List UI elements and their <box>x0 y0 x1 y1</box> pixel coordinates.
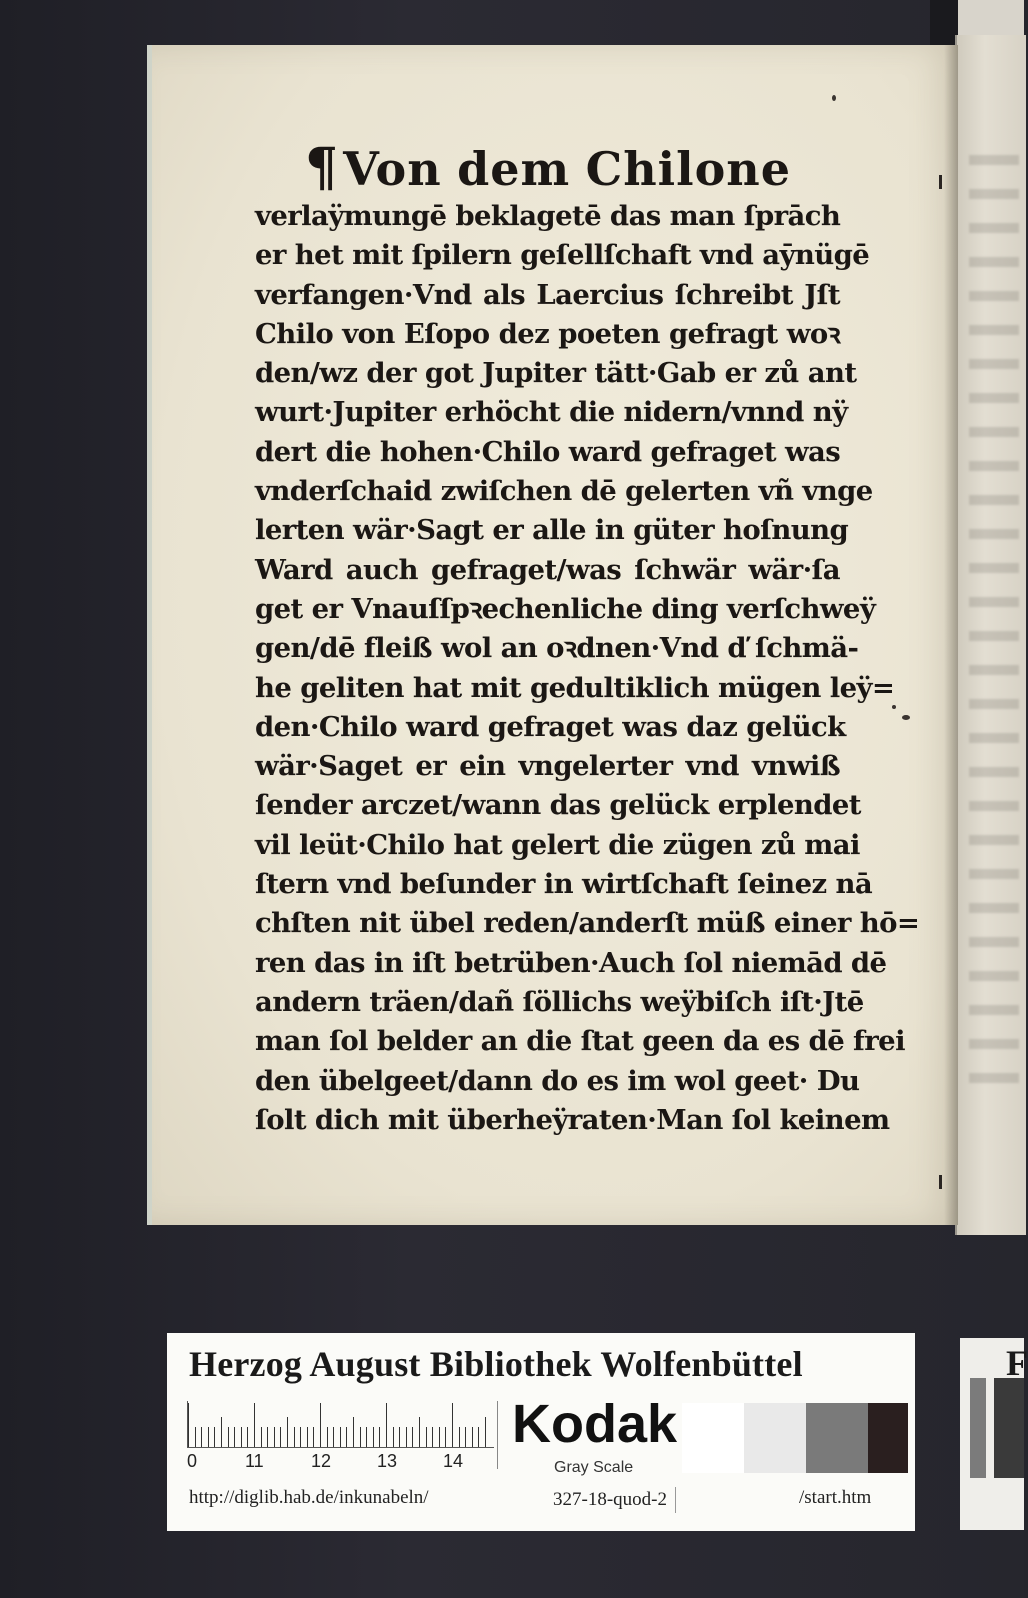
heading-word-2: dem <box>457 142 571 196</box>
ruler-tick <box>274 1427 275 1447</box>
start-page-path: /start.htm <box>799 1487 872 1508</box>
ruler-tick <box>472 1427 473 1447</box>
ruler-tick <box>366 1427 367 1447</box>
ruler-tick <box>214 1427 215 1447</box>
text-line: vil leüt·Chilo hat gelert die zügen zů mai <box>255 828 860 861</box>
ruler-tick <box>379 1427 380 1447</box>
ruler-tick <box>320 1403 321 1447</box>
dark-bar <box>994 1378 1024 1478</box>
ruler-tick <box>234 1427 235 1447</box>
chapter-heading <box>305 137 791 198</box>
text-line: Ward auch gefraget/was ſchwär wär·ſa <box>255 553 840 586</box>
ruler-tick <box>406 1427 407 1447</box>
ruler-tick <box>360 1427 361 1447</box>
text-line: vnderſchaid zwiſchen dē gelerten vñ vnge <box>255 475 873 508</box>
text-line: Chilo von Eſopo dez poeten gefragt woꝛ <box>255 317 840 350</box>
text-line: verfangen·Vnd als Laercius ſchreibt Jſt <box>255 278 840 311</box>
text-line: verlaÿmungē beklagetē das man ſprāch <box>255 200 841 232</box>
ruler-tick <box>247 1427 248 1447</box>
ruler-tick <box>419 1417 420 1447</box>
ruler-tick <box>452 1403 453 1447</box>
text-line: get er Vnauſſpꝛechenliche ding verſchweÿ <box>255 592 876 625</box>
ruler-label: 13 <box>377 1451 398 1471</box>
text-line: gen/dē fleiß wol an oꝛdnen·Vnd ď ſchmä- <box>255 632 859 665</box>
gray-swatch-1 <box>682 1403 744 1473</box>
ruler-label: 14 <box>443 1451 464 1471</box>
page-gutter <box>944 45 958 1225</box>
ruler-tick <box>254 1403 255 1447</box>
text-line: dert die hohen·Chilo ward gefraget was <box>255 435 841 468</box>
gray-bar <box>970 1378 986 1478</box>
ruler-tick <box>201 1427 202 1447</box>
ruler-tick <box>294 1427 295 1447</box>
text-line: den/wz der got Jupiter tätt·Gab er zů ant <box>255 357 857 390</box>
ruler-tick <box>465 1427 466 1447</box>
gray-swatch-3 <box>806 1403 868 1473</box>
ruler-tick <box>478 1427 479 1447</box>
ruler-tick <box>188 1403 189 1447</box>
ruler-tick <box>195 1427 196 1447</box>
gutter-mark <box>939 175 942 189</box>
body-text <box>255 197 920 1140</box>
ruler-label: 12 <box>311 1451 332 1471</box>
ruler-tick <box>221 1417 222 1447</box>
ruler-tick <box>439 1427 440 1447</box>
heading-word-3: Chilone <box>585 142 791 196</box>
text-line: man ſol belder an die ſtat geen da es dē frei <box>255 1025 905 1058</box>
adjacent-calibration-card <box>960 1338 1028 1530</box>
ruler-tick <box>346 1427 347 1447</box>
ruler-tick <box>386 1403 387 1447</box>
ink-speck <box>832 95 836 101</box>
heading-von: Von <box>343 142 442 196</box>
divider <box>497 1401 498 1469</box>
adjacent-page-text <box>969 155 1019 1095</box>
digital-library-url: http://diglib.hab.de/inkunabeln/ <box>189 1487 429 1508</box>
ruler-tick <box>353 1417 354 1447</box>
gutter-mark <box>939 1175 942 1189</box>
text-line: lerten wär·Sagt er alle in güter hoſnung <box>255 514 849 547</box>
text-line: ren das in iſt betrüben·Auch ſol niemād dē <box>255 946 887 979</box>
ruler-tick <box>459 1427 460 1447</box>
ruler-label: 0 <box>187 1451 198 1471</box>
shelfmark-id: 327-18-quod-2 <box>545 1487 676 1513</box>
text-line: wurt·Jupiter erhöcht die nidern/vnnd nÿ <box>255 396 848 429</box>
page-text <box>255 137 920 1140</box>
text-line: den·Chilo ward gefraget was daz gelück <box>255 710 846 743</box>
ruler-label: 11 <box>245 1451 264 1471</box>
ruler-tick <box>228 1427 229 1447</box>
kodak-logo: Kodak <box>512 1394 678 1454</box>
bookmark-tab <box>930 0 958 50</box>
text-line: andern träen/dañ ſöllichs weÿbiſch iſt·Jtē <box>255 985 864 1018</box>
gray-swatch-4 <box>868 1403 908 1473</box>
ruler <box>187 1401 494 1448</box>
adjacent-page <box>955 35 1026 1235</box>
text-line: ſolt dich mit überheÿraten·Man ſol keinem <box>255 1103 890 1136</box>
text-line: er het mit ſpilern geſellſchaft vnd aȳnügē <box>255 239 870 272</box>
ruler-tick <box>373 1427 374 1447</box>
ruler-tick <box>241 1427 242 1447</box>
text-line: wär·Saget er ein vngelerter vnd vnwiß <box>255 750 840 783</box>
gray-swatch-2 <box>744 1403 806 1473</box>
ruler-tick <box>426 1427 427 1447</box>
ink-speck <box>902 715 910 720</box>
gray-scale-label: Gray Scale <box>554 1459 634 1476</box>
ruler-tick <box>445 1427 446 1447</box>
text-line: den übelgeet/dann do es im wol geet· Du <box>255 1064 860 1097</box>
ruler-tick <box>412 1427 413 1447</box>
ruler-tick <box>300 1427 301 1447</box>
ruler-tick <box>327 1427 328 1447</box>
ruler-tick <box>261 1427 262 1447</box>
ruler-tick <box>267 1427 268 1447</box>
text-line: chſten nit übel reden/anderſt müß einer hō= <box>255 907 920 940</box>
ruler-tick <box>333 1427 334 1447</box>
card-initial: F <box>1006 1343 1028 1383</box>
ruler-tick <box>393 1427 394 1447</box>
ruler-tick <box>280 1427 281 1447</box>
ink-speck <box>892 705 896 709</box>
ruler-tick <box>208 1427 209 1447</box>
library-name: Herzog August Bibliothek Wolfenbüttel <box>189 1344 803 1384</box>
ruler-tick <box>399 1427 400 1447</box>
calibration-card <box>167 1333 915 1531</box>
ruler-tick <box>432 1427 433 1447</box>
ruler-tick <box>313 1427 314 1447</box>
ruler-tick <box>287 1417 288 1447</box>
pilcrow-icon: ¶ <box>305 137 340 198</box>
text-line: he geliten hat mit gedultiklich mügen leÿ= <box>255 671 895 704</box>
ruler-tick <box>340 1427 341 1447</box>
heading-word-1 <box>305 137 442 198</box>
ruler-tick <box>485 1417 486 1447</box>
ruler-tick <box>307 1427 308 1447</box>
text-line: ſender arczet/wann das gelück erplendet <box>255 789 861 822</box>
text-line: ſtern vnd beſunder in wirtſchaft ſeinez nā <box>255 868 873 901</box>
